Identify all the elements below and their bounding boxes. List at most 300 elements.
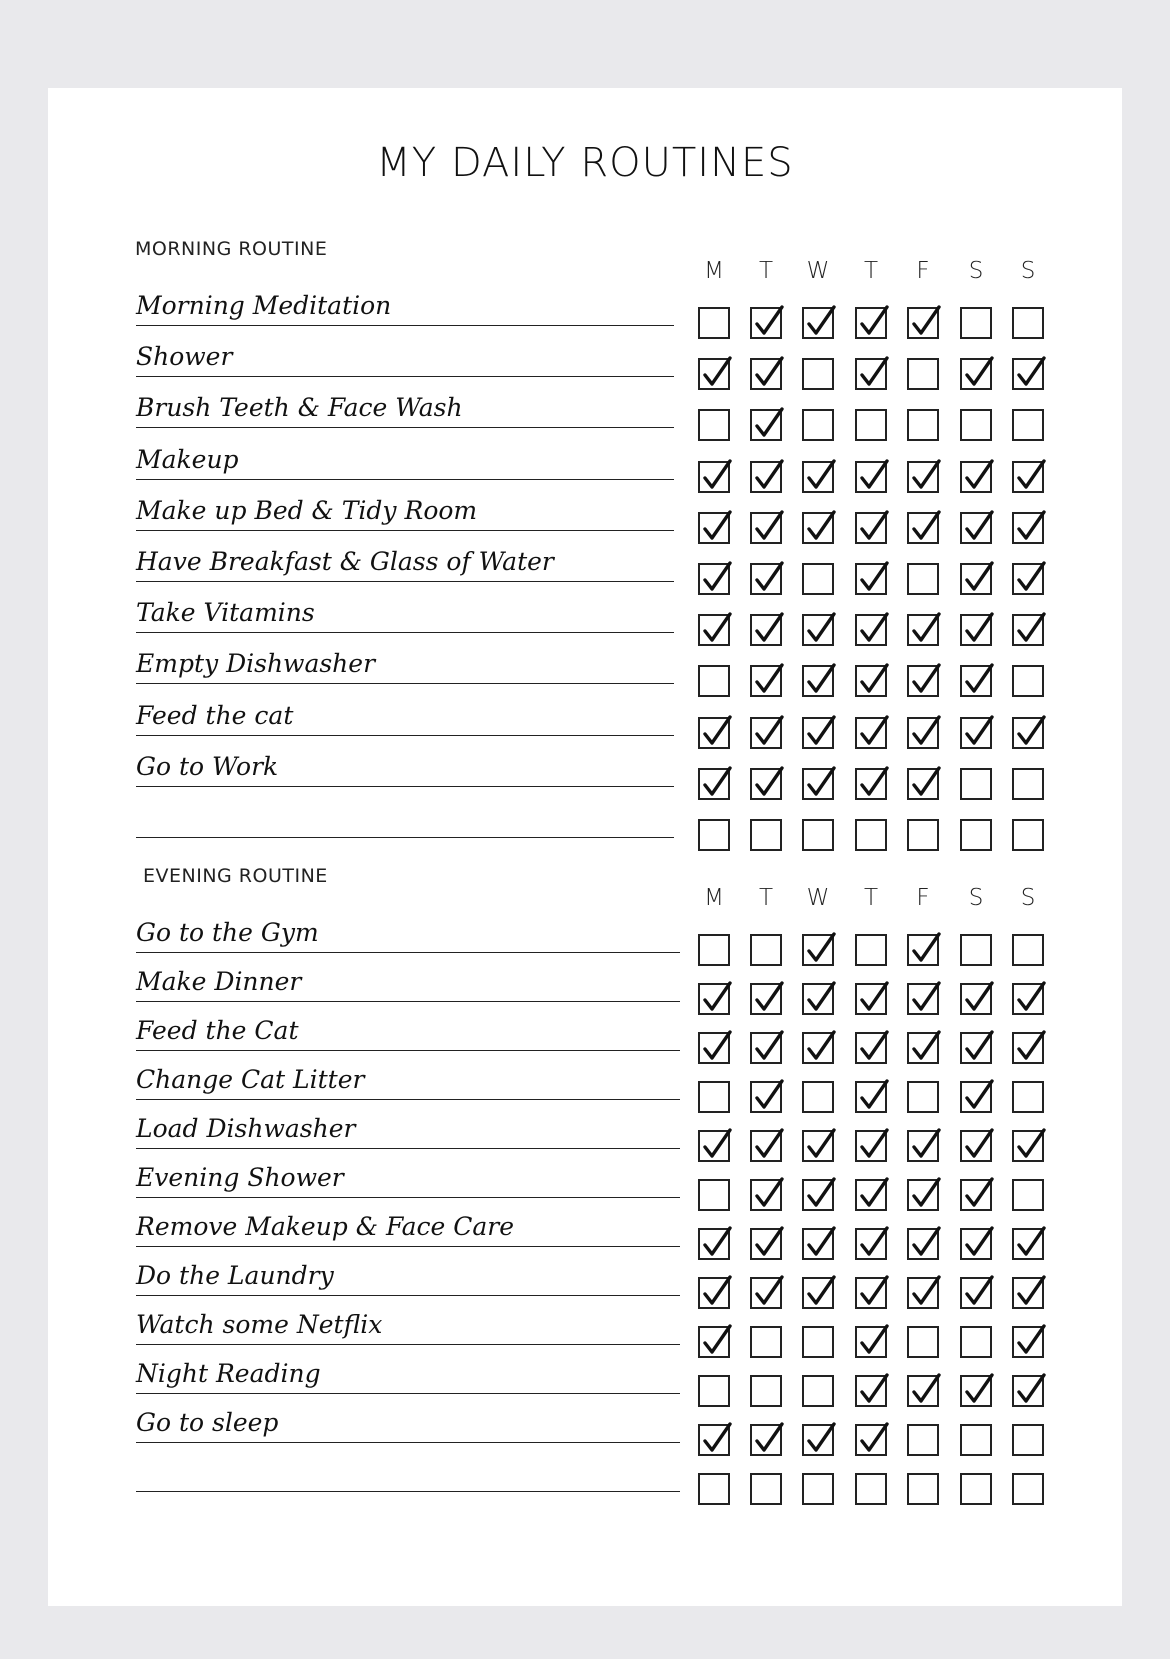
checkmark-icon [702, 1279, 732, 1309]
checkbox[interactable] [960, 665, 992, 697]
checkbox[interactable] [855, 614, 887, 646]
checkbox[interactable] [698, 819, 730, 851]
checkbox[interactable] [960, 934, 992, 966]
checkmark-icon [702, 514, 732, 544]
checkbox[interactable] [698, 717, 730, 749]
checkbox[interactable] [750, 983, 782, 1015]
day-header: W [806, 258, 830, 284]
task-line [136, 786, 674, 787]
checkmark-icon [964, 463, 994, 493]
checkbox[interactable] [1012, 1424, 1044, 1456]
checkmark-icon [911, 1377, 941, 1407]
checkmark-icon [702, 565, 732, 595]
checkmark-icon [911, 1230, 941, 1260]
day-header: F [916, 885, 930, 911]
checkmark-icon [754, 1132, 784, 1162]
checkmark-icon [1016, 514, 1046, 544]
checkmark-icon [964, 360, 994, 390]
checkbox[interactable] [960, 409, 992, 441]
checkbox[interactable] [698, 1130, 730, 1162]
checkmark-icon [702, 463, 732, 493]
checkbox[interactable] [960, 1081, 992, 1113]
checkmark-icon [911, 514, 941, 544]
task-name: Make up Bed & Tidy Room [136, 495, 478, 525]
checkmark-icon [806, 936, 836, 966]
day-header: T [758, 885, 774, 911]
checkbox[interactable] [698, 512, 730, 544]
checkmark-icon [1016, 1328, 1046, 1358]
checkbox[interactable] [855, 1424, 887, 1456]
task-line [136, 376, 674, 377]
checkbox[interactable] [802, 819, 834, 851]
checkmark-icon [806, 1279, 836, 1309]
checkbox[interactable] [698, 934, 730, 966]
task-name: Feed the cat [136, 700, 294, 730]
checkbox[interactable] [855, 1130, 887, 1162]
checkbox[interactable] [1012, 768, 1044, 800]
task-line [136, 581, 674, 582]
checkbox[interactable] [855, 1179, 887, 1211]
checkbox[interactable] [855, 563, 887, 595]
checkmark-icon [911, 985, 941, 1015]
checkbox[interactable] [750, 1228, 782, 1260]
day-header: T [863, 885, 879, 911]
checkbox[interactable] [802, 563, 834, 595]
checkmark-icon [806, 1034, 836, 1064]
task-name: Morning Meditation [136, 291, 392, 320]
checkmark-icon [754, 1230, 784, 1260]
checkbox[interactable] [855, 307, 887, 339]
task-line [136, 325, 674, 326]
checkmark-icon [964, 1132, 994, 1162]
checkbox[interactable] [750, 409, 782, 441]
checkmark-icon [1016, 1034, 1046, 1064]
checkbox[interactable] [907, 717, 939, 749]
checkbox[interactable] [855, 1032, 887, 1064]
day-header: S [968, 258, 984, 284]
checkbox[interactable] [855, 1326, 887, 1358]
checkmark-icon [859, 719, 889, 749]
task-line [136, 837, 674, 838]
checkmark-icon [1016, 1230, 1046, 1260]
checkbox[interactable] [1012, 1326, 1044, 1358]
checkbox[interactable] [802, 1375, 834, 1407]
checkbox[interactable] [1012, 819, 1044, 851]
checkbox[interactable] [750, 1130, 782, 1162]
checkmark-icon [1016, 616, 1046, 646]
checkbox[interactable] [750, 1326, 782, 1358]
checkbox[interactable] [1012, 358, 1044, 390]
checkbox[interactable] [750, 819, 782, 851]
task-name: Make Dinner [136, 967, 302, 996]
task-name: Have Breakfast & Glass of Water [136, 547, 554, 576]
checkmark-icon [911, 667, 941, 697]
checkbox[interactable] [750, 1375, 782, 1407]
task-line [136, 1295, 680, 1296]
day-header: W [806, 885, 830, 911]
task-name: Watch some Netflix [136, 1310, 383, 1339]
checkmark-icon [806, 1426, 836, 1456]
checkmark-icon [964, 1181, 994, 1211]
checkbox[interactable] [907, 1424, 939, 1456]
checkmark-icon [702, 616, 732, 646]
checkmark-icon [859, 309, 889, 339]
checkbox[interactable] [855, 717, 887, 749]
checkbox[interactable] [1012, 1228, 1044, 1260]
checkbox[interactable] [1012, 563, 1044, 595]
task-line [136, 952, 680, 953]
checkbox[interactable] [960, 563, 992, 595]
checkbox[interactable] [802, 1326, 834, 1358]
checkbox[interactable] [698, 1032, 730, 1064]
day-header: S [968, 885, 984, 911]
day-header: T [863, 258, 879, 284]
day-header: S [1020, 258, 1036, 284]
checkmark-icon [859, 1328, 889, 1358]
checkbox[interactable] [698, 1326, 730, 1358]
checkmark-icon [964, 565, 994, 595]
checkbox[interactable] [855, 461, 887, 493]
checkbox[interactable] [698, 1375, 730, 1407]
day-header: T [758, 258, 774, 284]
checkbox[interactable] [750, 614, 782, 646]
checkbox[interactable] [960, 1032, 992, 1064]
checkbox[interactable] [698, 665, 730, 697]
checkbox[interactable] [698, 1081, 730, 1113]
checkbox[interactable] [960, 983, 992, 1015]
checkmark-icon [859, 565, 889, 595]
checkbox[interactable] [960, 307, 992, 339]
checkbox[interactable] [960, 1424, 992, 1456]
checkmark-icon [806, 616, 836, 646]
checkbox[interactable] [1012, 461, 1044, 493]
checkbox[interactable] [960, 512, 992, 544]
checkbox[interactable] [698, 409, 730, 441]
checkmark-icon [702, 770, 732, 800]
checkbox[interactable] [960, 819, 992, 851]
checkbox[interactable] [960, 1277, 992, 1309]
checkbox[interactable] [960, 717, 992, 749]
checkbox[interactable] [907, 1375, 939, 1407]
checkmark-icon [859, 1230, 889, 1260]
checkbox[interactable] [907, 1473, 939, 1505]
checkbox[interactable] [907, 307, 939, 339]
checkbox[interactable] [855, 819, 887, 851]
checkmark-icon [1016, 565, 1046, 595]
checkbox[interactable] [750, 512, 782, 544]
checkbox[interactable] [855, 665, 887, 697]
checkbox[interactable] [802, 512, 834, 544]
checkbox[interactable] [960, 768, 992, 800]
checkmark-icon [754, 770, 784, 800]
task-name: Load Dishwasher [136, 1114, 356, 1143]
section-label: MORNING ROUTINE [135, 238, 328, 260]
checkbox[interactable] [802, 665, 834, 697]
checkmark-icon [859, 1132, 889, 1162]
checkbox[interactable] [1012, 512, 1044, 544]
checkbox[interactable] [802, 614, 834, 646]
checkmark-icon [702, 1426, 732, 1456]
checkbox[interactable] [802, 934, 834, 966]
day-header: M [704, 258, 724, 284]
checkbox[interactable] [750, 1473, 782, 1505]
checkbox[interactable] [907, 819, 939, 851]
checkbox[interactable] [750, 665, 782, 697]
checkbox[interactable] [802, 768, 834, 800]
checkbox[interactable] [1012, 934, 1044, 966]
checkmark-icon [911, 1279, 941, 1309]
checkbox[interactable] [802, 1228, 834, 1260]
checkmark-icon [964, 1377, 994, 1407]
checkbox[interactable] [698, 1179, 730, 1211]
task-name: Feed the Cat [136, 1016, 299, 1045]
checkmark-icon [806, 1181, 836, 1211]
checkmark-icon [1016, 719, 1046, 749]
checkbox[interactable] [698, 983, 730, 1015]
section-label: EVENING ROUTINE [143, 865, 328, 887]
checkmark-icon [859, 360, 889, 390]
checkbox[interactable] [1012, 983, 1044, 1015]
checkbox[interactable] [698, 1473, 730, 1505]
checkbox[interactable] [802, 461, 834, 493]
checkmark-icon [754, 719, 784, 749]
checkbox[interactable] [750, 768, 782, 800]
checkbox[interactable] [802, 409, 834, 441]
checkmark-icon [806, 463, 836, 493]
checkmark-icon [806, 985, 836, 1015]
checkmark-icon [859, 463, 889, 493]
checkbox[interactable] [855, 1375, 887, 1407]
checkmark-icon [859, 514, 889, 544]
checkbox[interactable] [750, 563, 782, 595]
checkbox[interactable] [1012, 1277, 1044, 1309]
task-name: Night Reading [136, 1359, 321, 1388]
checkbox[interactable] [1012, 1081, 1044, 1113]
planner-page [48, 88, 1122, 1606]
checkbox[interactable] [907, 614, 939, 646]
checkmark-icon [806, 1230, 836, 1260]
checkbox[interactable] [802, 1424, 834, 1456]
checkmark-icon [754, 985, 784, 1015]
task-line [136, 1246, 680, 1247]
task-name: Change Cat Litter [136, 1065, 365, 1094]
checkbox[interactable] [698, 768, 730, 800]
checkmark-icon [964, 985, 994, 1015]
checkbox[interactable] [698, 563, 730, 595]
checkbox[interactable] [1012, 409, 1044, 441]
checkbox[interactable] [960, 461, 992, 493]
checkmark-icon [806, 770, 836, 800]
checkmark-icon [702, 985, 732, 1015]
checkbox[interactable] [802, 983, 834, 1015]
task-name: Shower [136, 342, 233, 372]
checkbox[interactable] [907, 983, 939, 1015]
checkbox[interactable] [1012, 717, 1044, 749]
checkbox[interactable] [698, 358, 730, 390]
task-line [136, 530, 674, 531]
checkmark-icon [859, 1279, 889, 1309]
checkmark-icon [1016, 463, 1046, 493]
checkbox[interactable] [907, 1032, 939, 1064]
checkmark-icon [1016, 1279, 1046, 1309]
checkbox[interactable] [907, 1081, 939, 1113]
checkbox[interactable] [802, 307, 834, 339]
checkbox[interactable] [907, 563, 939, 595]
checkbox[interactable] [855, 1473, 887, 1505]
checkbox[interactable] [802, 1032, 834, 1064]
checkmark-icon [911, 1181, 941, 1211]
checkbox[interactable] [750, 1081, 782, 1113]
checkbox[interactable] [802, 358, 834, 390]
checkbox[interactable] [750, 358, 782, 390]
checkbox[interactable] [960, 1130, 992, 1162]
checkbox[interactable] [750, 1277, 782, 1309]
day-header: F [916, 258, 930, 284]
checkmark-icon [1016, 1377, 1046, 1407]
checkbox[interactable] [907, 1228, 939, 1260]
checkmark-icon [754, 463, 784, 493]
task-name: Go to the Gym [136, 918, 319, 947]
task-line [136, 479, 674, 480]
task-line [136, 1148, 680, 1149]
checkbox[interactable] [1012, 614, 1044, 646]
checkbox[interactable] [802, 1081, 834, 1113]
checkbox[interactable] [802, 1277, 834, 1309]
task-line [136, 1001, 680, 1002]
checkbox[interactable] [855, 358, 887, 390]
page-title: MY DAILY ROUTINES [376, 140, 794, 186]
checkbox[interactable] [1012, 1032, 1044, 1064]
checkbox[interactable] [907, 1179, 939, 1211]
checkmark-icon [702, 1230, 732, 1260]
checkbox[interactable] [960, 1228, 992, 1260]
checkbox[interactable] [1012, 1179, 1044, 1211]
checkbox[interactable] [907, 461, 939, 493]
checkbox[interactable] [960, 614, 992, 646]
task-name: Brush Teeth & Face Wash [136, 393, 463, 423]
checkbox[interactable] [855, 983, 887, 1015]
checkmark-icon [806, 667, 836, 697]
task-line [136, 1393, 680, 1394]
checkmark-icon [859, 616, 889, 646]
checkmark-icon [754, 309, 784, 339]
checkbox[interactable] [960, 1473, 992, 1505]
checkbox[interactable] [1012, 1375, 1044, 1407]
checkbox[interactable] [1012, 1473, 1044, 1505]
checkmark-icon [964, 1230, 994, 1260]
checkbox[interactable] [1012, 1130, 1044, 1162]
checkbox[interactable] [907, 409, 939, 441]
checkbox[interactable] [802, 717, 834, 749]
checkmark-icon [754, 667, 784, 697]
checkbox[interactable] [698, 307, 730, 339]
checkbox[interactable] [907, 1326, 939, 1358]
task-name: Take Vitamins [136, 598, 315, 628]
task-name: Evening Shower [136, 1163, 344, 1192]
checkmark-icon [754, 514, 784, 544]
checkbox[interactable] [907, 665, 939, 697]
checkbox[interactable] [750, 1179, 782, 1211]
checkbox[interactable] [960, 358, 992, 390]
checkbox[interactable] [855, 512, 887, 544]
checkbox[interactable] [698, 1424, 730, 1456]
task-line [136, 1491, 680, 1492]
checkbox[interactable] [855, 1081, 887, 1113]
task-name: Go to sleep [136, 1408, 279, 1437]
checkmark-icon [754, 565, 784, 595]
task-line [136, 1099, 680, 1100]
checkbox[interactable] [1012, 307, 1044, 339]
checkbox[interactable] [1012, 665, 1044, 697]
checkbox[interactable] [802, 1179, 834, 1211]
checkmark-icon [859, 985, 889, 1015]
checkbox[interactable] [750, 461, 782, 493]
checkmark-icon [911, 463, 941, 493]
day-header: M [704, 885, 724, 911]
checkmark-icon [702, 360, 732, 390]
checkbox[interactable] [750, 307, 782, 339]
checkmark-icon [754, 411, 784, 441]
checkbox[interactable] [960, 1375, 992, 1407]
checkbox[interactable] [802, 1473, 834, 1505]
checkbox[interactable] [855, 1277, 887, 1309]
checkmark-icon [1016, 360, 1046, 390]
task-line [136, 1344, 680, 1345]
checkbox[interactable] [698, 1277, 730, 1309]
checkmark-icon [806, 719, 836, 749]
checkmark-icon [754, 360, 784, 390]
checkmark-icon [911, 936, 941, 966]
checkmark-icon [859, 1034, 889, 1064]
checkmark-icon [754, 1279, 784, 1309]
checkbox[interactable] [750, 1032, 782, 1064]
checkbox[interactable] [907, 1277, 939, 1309]
checkbox[interactable] [960, 1326, 992, 1358]
task-line [136, 632, 674, 633]
checkbox[interactable] [750, 1424, 782, 1456]
checkbox[interactable] [855, 409, 887, 441]
checkmark-icon [754, 1034, 784, 1064]
checkbox[interactable] [907, 512, 939, 544]
checkbox[interactable] [698, 1228, 730, 1260]
checkbox[interactable] [907, 1130, 939, 1162]
checkbox[interactable] [750, 717, 782, 749]
checkmark-icon [1016, 985, 1046, 1015]
checkbox[interactable] [855, 934, 887, 966]
task-line [136, 1197, 680, 1198]
checkbox[interactable] [907, 358, 939, 390]
checkbox[interactable] [907, 768, 939, 800]
checkmark-icon [702, 719, 732, 749]
checkmark-icon [702, 1132, 732, 1162]
checkbox[interactable] [750, 934, 782, 966]
checkbox[interactable] [855, 1228, 887, 1260]
checkmark-icon [859, 1377, 889, 1407]
checkbox[interactable] [907, 934, 939, 966]
checkbox[interactable] [960, 1179, 992, 1211]
checkbox[interactable] [698, 461, 730, 493]
checkmark-icon [964, 1034, 994, 1064]
checkmark-icon [911, 616, 941, 646]
checkmark-icon [754, 1181, 784, 1211]
checkbox[interactable] [698, 614, 730, 646]
task-name: Empty Dishwasher [136, 649, 376, 679]
checkmark-icon [859, 667, 889, 697]
checkbox[interactable] [802, 1130, 834, 1162]
checkmark-icon [964, 1279, 994, 1309]
checkbox[interactable] [855, 768, 887, 800]
checkmark-icon [702, 1034, 732, 1064]
